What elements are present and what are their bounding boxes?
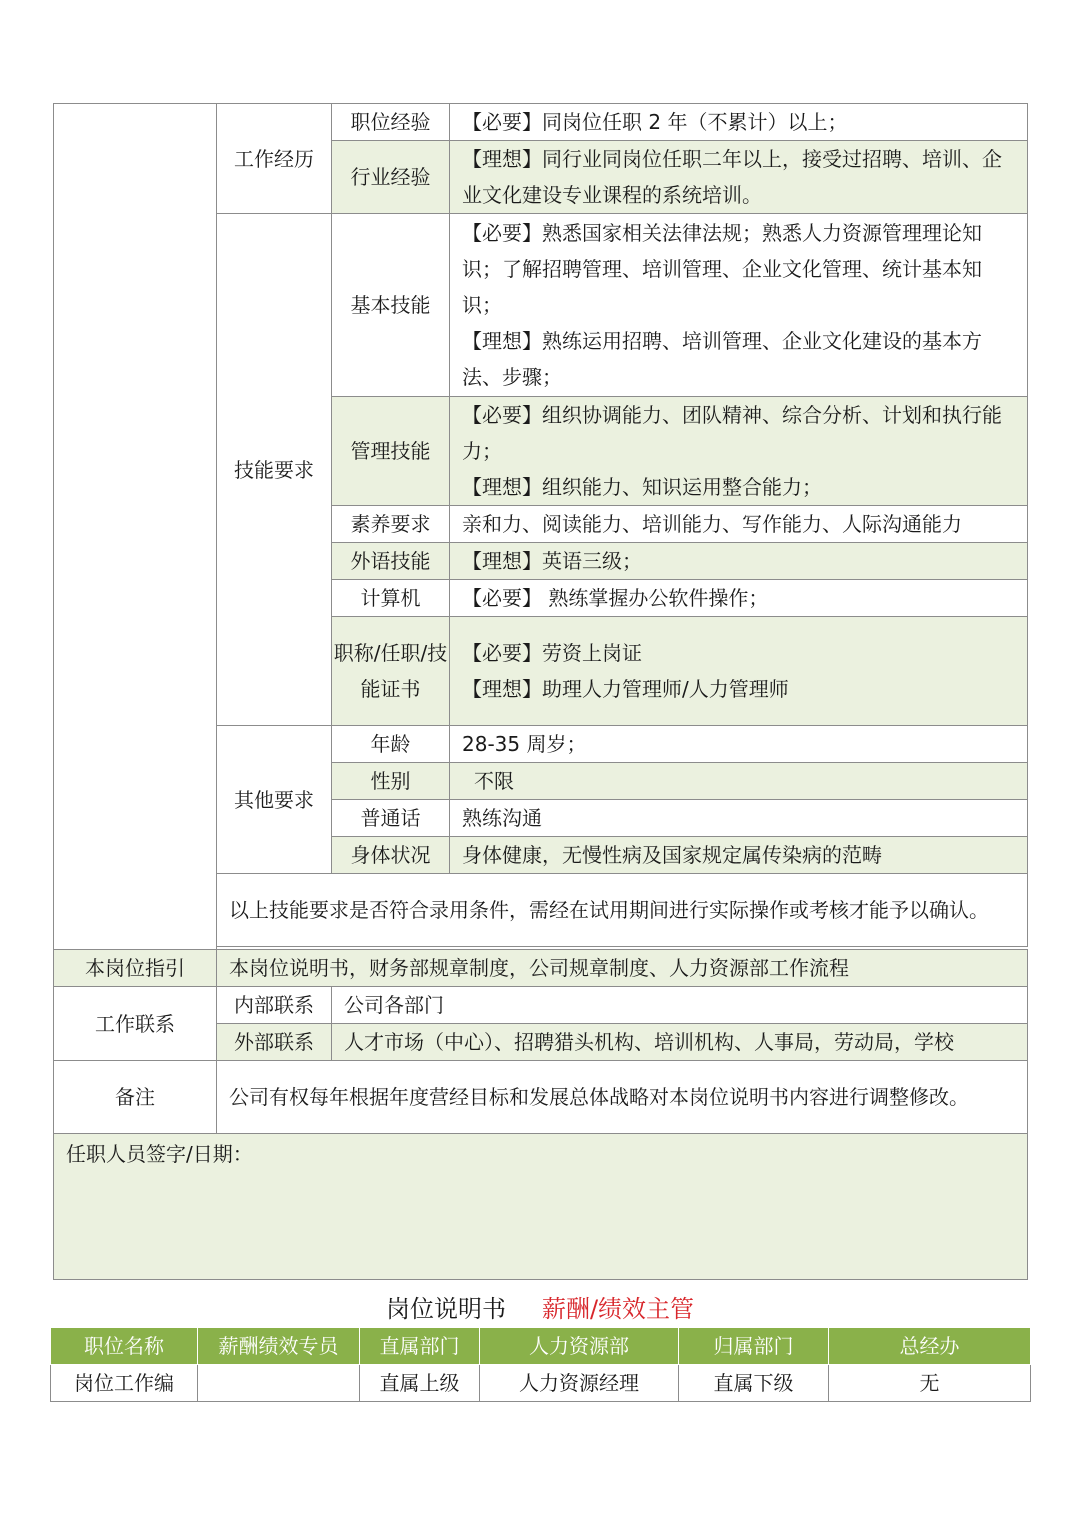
management-skills-text [450,397,1028,506]
basic-skills-text [450,214,1028,397]
row-cell: 岗位工作编 [51,1365,198,1402]
age-label: 年龄 [332,726,450,763]
job-description-table-lower [53,949,1028,1280]
header-cell: 职位名称 [51,1328,198,1365]
guide-label: 本岗位指引 [54,950,217,987]
management-skills-label: 管理技能 [332,397,450,506]
certificate-required: 【必要】劳资上岗证 [462,641,642,665]
gender-text: 不限 [450,763,1028,800]
next-doc-subtitle: 薪酬/绩效主管 [541,1295,695,1323]
mandarin-label: 普通话 [332,800,450,837]
basic-skills-label: 基本技能 [332,214,450,397]
computer-text: 【必要】 熟练掌握办公软件操作； [450,580,1028,617]
basic-skills-ideal: 【理想】熟练运用招聘、培训管理、企业文化建设的基本方法、步骤； [462,329,982,389]
certificate-ideal: 【理想】助理人力管理师/人力管理师 [462,677,789,701]
gender-label: 性别 [332,763,450,800]
certificate-label: 职称/任职/技能证书 [332,617,450,726]
job-description-table [53,103,1028,984]
remarks-label: 备注 [54,1061,217,1134]
management-skills-required: 【必要】组织协调能力、团队精神、综合分析、计划和执行能力； [462,403,1002,463]
blank-section-cell [54,104,217,984]
skills-label: 技能要求 [217,214,332,726]
language-text: 【理想】英语三级； [450,543,1028,580]
header-cell: 总经办 [829,1328,1031,1365]
confirm-note: 以上技能要求是否符合录用条件，需经在试用期间进行实际操作或考核才能予以确认。 [217,874,1028,947]
row-cell [198,1365,360,1402]
quality-label: 素养要求 [332,506,450,543]
quality-text: 亲和力、阅读能力、培训能力、写作能力、人际沟通能力 [450,506,1028,543]
external-contact-label: 外部联系 [217,1024,332,1061]
next-doc-title-text: 岗位说明书 [385,1295,506,1323]
health-label: 身体状况 [332,837,450,874]
contact-label: 工作联系 [54,987,217,1061]
health-text: 身体健康，无慢性病及国家规定属传染病的范畴 [450,837,1028,874]
signature-label: 任职人员签字/日期： [66,1142,253,1166]
row-cell: 人力资源经理 [480,1365,679,1402]
position-experience-text: 【必要】同岗位任职 2 年（不累计）以上； [450,104,1028,141]
next-doc-title [0,1292,1080,1326]
row-cell: 无 [829,1365,1031,1402]
industry-experience-label: 行业经验 [332,141,450,214]
certificate-text [450,617,1028,726]
remarks-text: 公司有权每年根据年度营经目标和发展总体战略对本岗位说明书内容进行调整修改。 [217,1061,1028,1134]
signature-cell [54,1134,1028,1280]
row-cell: 直属上级 [360,1365,480,1402]
mandarin-text: 熟练沟通 [450,800,1028,837]
age-text: 28-35 周岁； [450,726,1028,763]
guide-text: 本岗位说明书，财务部规章制度，公司规章制度、人力资源部工作流程 [217,950,1028,987]
language-label: 外语技能 [332,543,450,580]
other-requirements-label: 其他要求 [217,726,332,874]
header-cell: 人力资源部 [480,1328,679,1365]
header-cell: 归属部门 [679,1328,829,1365]
industry-experience-text: 【理想】同行业同岗位任职二年以上，接受过招聘、培训、企业文化建设专业课程的系统培训。 [450,141,1028,214]
row-cell: 直属下级 [679,1365,829,1402]
header-cell: 直属部门 [360,1328,480,1365]
computer-label: 计算机 [332,580,450,617]
basic-skills-required: 【必要】熟悉国家相关法律法规；熟悉人力资源管理理论知识；了解招聘管理、培训管理、企业文化管理、统计基本知识； [462,221,982,317]
position-experience-label: 职位经验 [332,104,450,141]
internal-contact-label: 内部联系 [217,987,332,1024]
external-contact-text: 人才市场（中心）、招聘猎头机构、培训机构、人事局，劳动局，学校 [332,1024,1028,1061]
work-experience-label: 工作经历 [217,104,332,214]
management-skills-ideal: 【理想】组织能力、知识运用整合能力； [462,475,822,499]
internal-contact-text: 公司各部门 [332,987,1028,1024]
header-cell: 薪酬绩效专员 [198,1328,360,1365]
next-doc-table [50,1327,1031,1402]
